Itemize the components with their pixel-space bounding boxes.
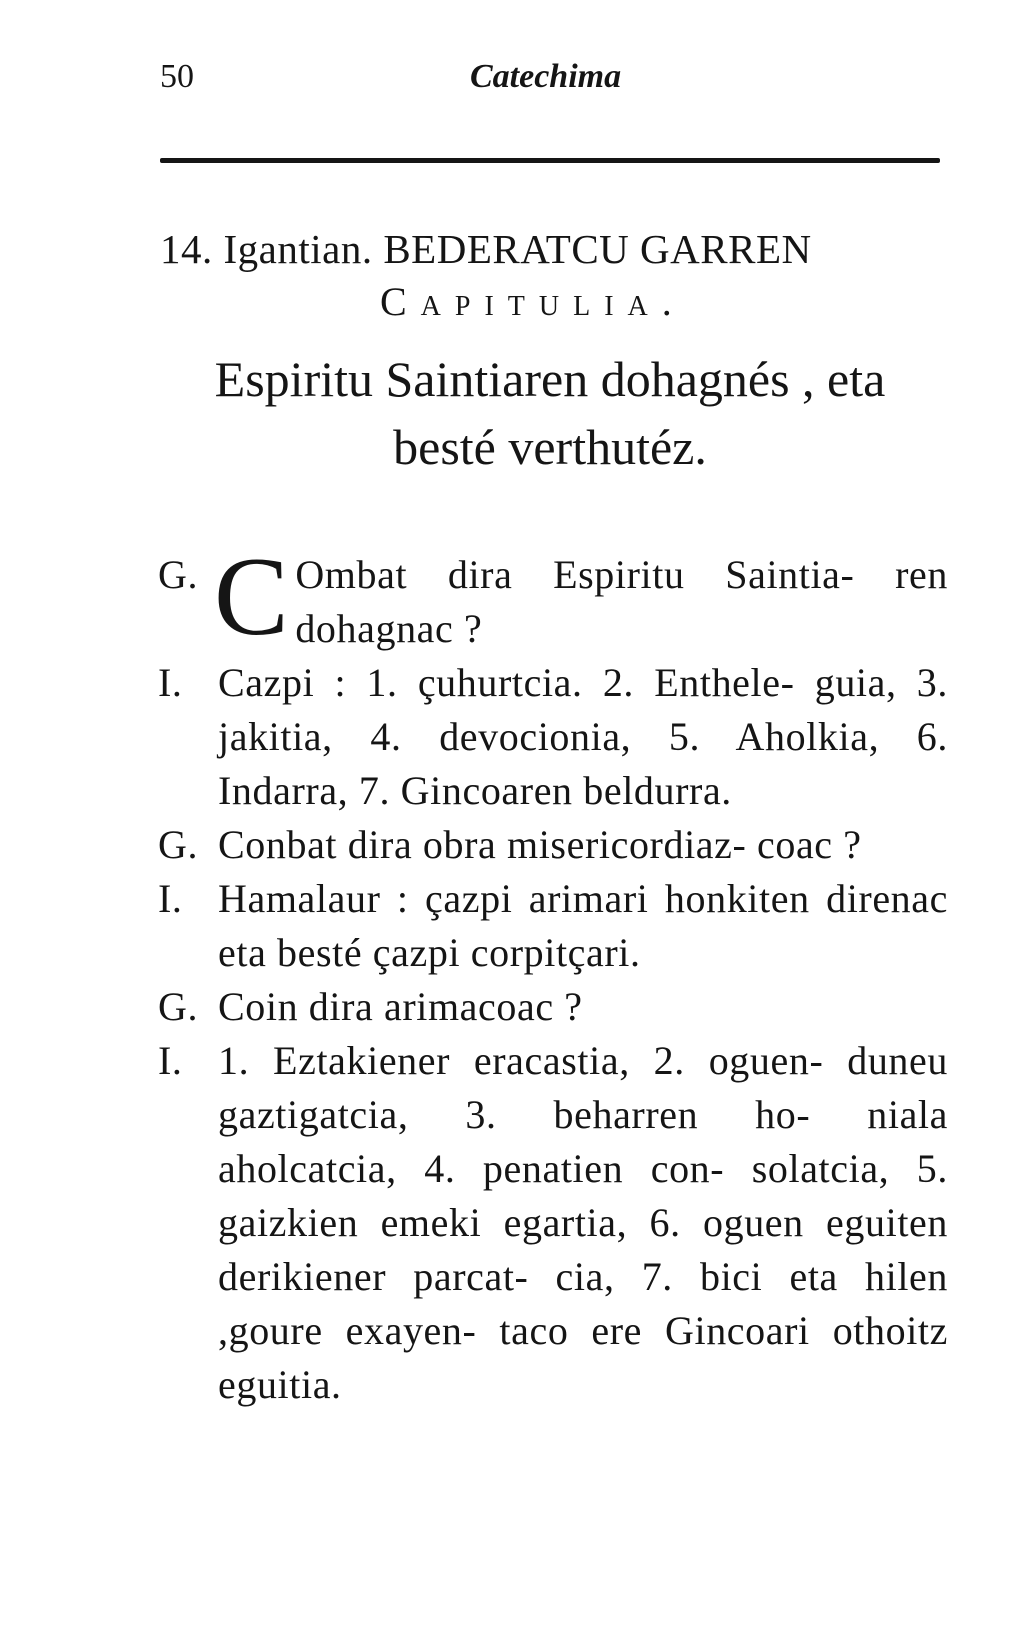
- running-head: [160, 58, 940, 98]
- speaker-mark: I.: [158, 876, 183, 921]
- speaker-mark: G.: [158, 822, 199, 867]
- qa-text: Hamalaur : çazpi arimari honkiten direnac eta besté çazpi corpitçari.: [218, 876, 948, 975]
- qa-entry: [158, 872, 948, 980]
- qa-text: [214, 535, 948, 659]
- chapter-heading: 14. Igantian. BEDERATCU GARREN: [160, 226, 812, 272]
- header-rule: [160, 158, 940, 163]
- qa-entry: [158, 1034, 948, 1412]
- qa-text: 1. Eztakiener eracastia, 2. oguen- duneu gaztigatcia, 3. beharren ho- niala aholcatcia, 4. penatien con- solatcia, 5. gaizkien emeki egartia, 6. oguen eguiten derikiener parcat- cia, 7. bici eta hilen ,goure exayen- taco ere Gincoari othoitz eguitia.: [218, 1038, 948, 1407]
- catechism-qa: [158, 535, 948, 1412]
- chapter-title: [150, 345, 950, 481]
- qa-entry: [158, 980, 948, 1034]
- speaker-mark: I.: [158, 1038, 183, 1083]
- speaker-mark: G.: [158, 552, 199, 597]
- chapter-title-line-2: besté verthutéz.: [393, 419, 707, 475]
- qa-text: Conbat dira obra misericordiaz- coac ?: [218, 822, 862, 867]
- running-title: Catechima: [470, 58, 622, 95]
- qa-entry: [158, 818, 948, 872]
- chapter-title-line-1: Espiritu Saintiaren dohagnés , eta: [214, 351, 886, 407]
- speaker-mark: I.: [158, 660, 183, 705]
- drop-cap: C: [214, 535, 290, 659]
- chapter-subheading: Capitulia.: [380, 279, 686, 324]
- speaker-mark: G.: [158, 984, 199, 1029]
- page-number: 50: [160, 58, 194, 95]
- qa-text: Cazpi : 1. çuhurtcia. 2. Enthele- guia, 3. jakitia, 4. devocionia, 5. Aholkia, 6. Indarra, 7. Gincoaren beldurra.: [218, 660, 948, 813]
- qa-text-body: Ombat dira Espiritu Saintia- ren dohagnac ?: [295, 552, 948, 651]
- qa-entry: [158, 656, 948, 818]
- qa-entry: [158, 535, 948, 659]
- qa-text: Coin dira arimacoac ?: [218, 984, 583, 1029]
